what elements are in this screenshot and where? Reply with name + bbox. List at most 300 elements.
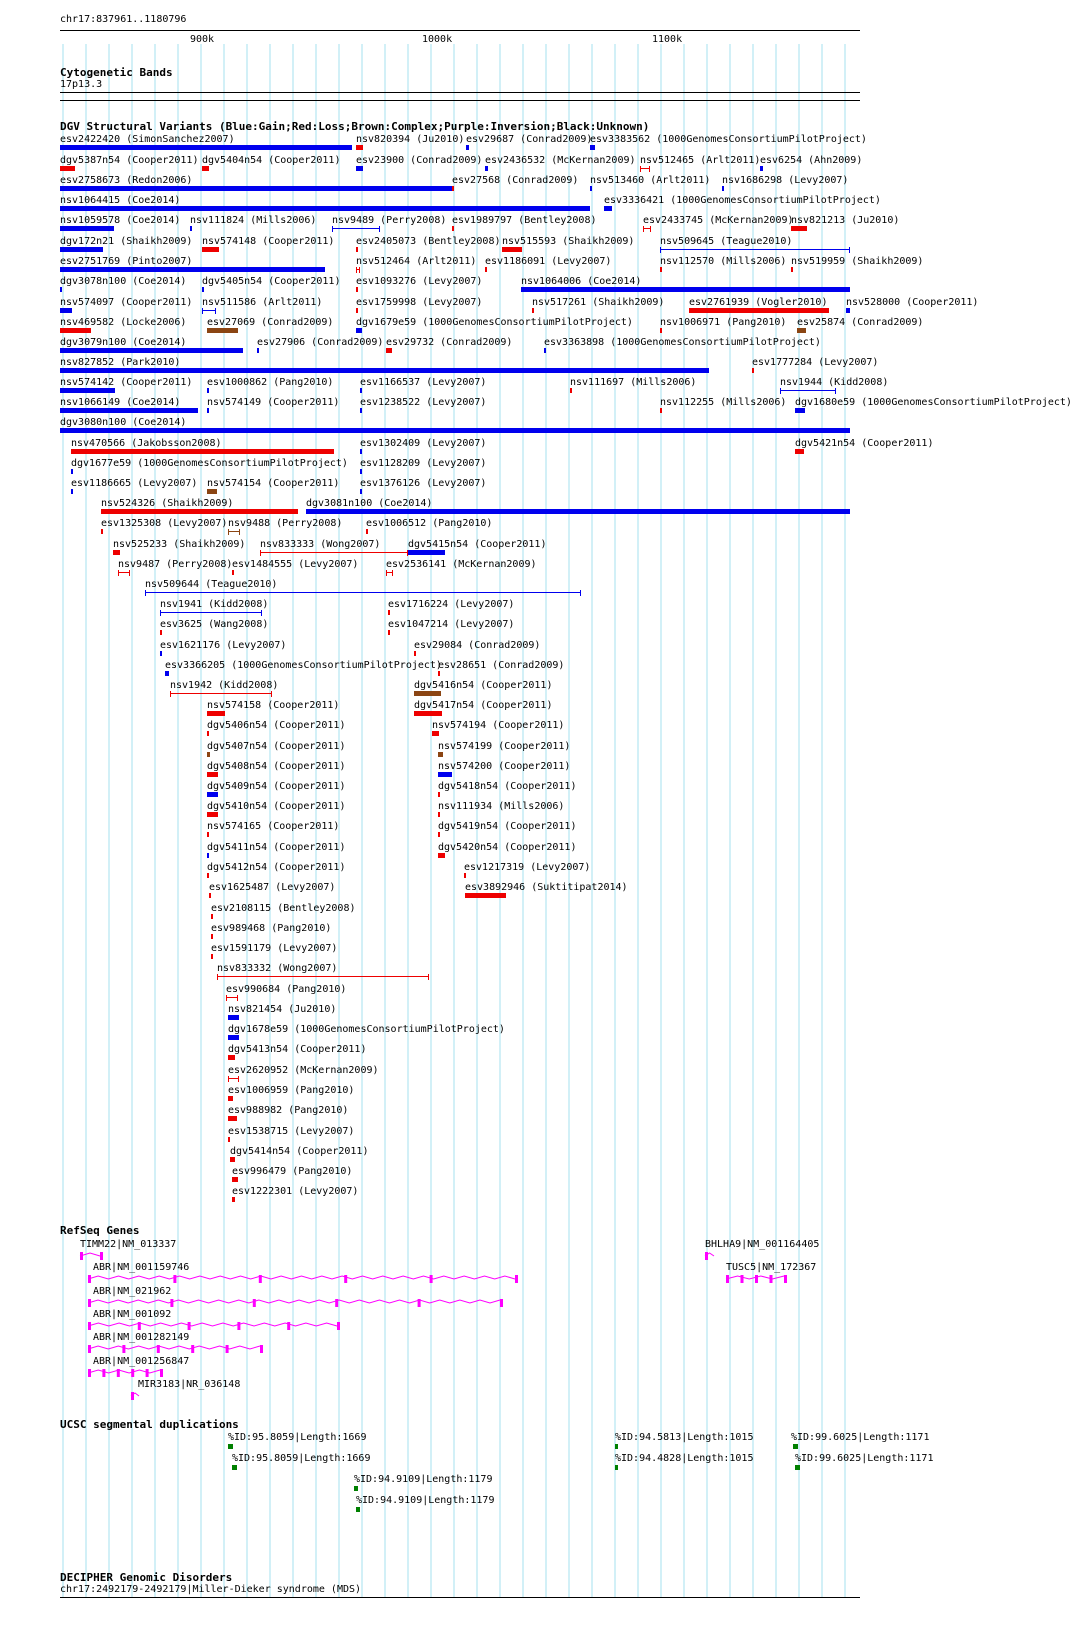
dgv-feature-label[interactable]: esv1238522 (Levy2007): [360, 397, 487, 408]
dgv-feature-glyph[interactable]: [306, 509, 850, 514]
dgv-feature-glyph[interactable]: [207, 328, 238, 333]
dgv-feature-label[interactable]: dgv3079n100 (Coe2014): [60, 337, 187, 348]
dgv-feature-glyph[interactable]: [145, 592, 581, 593]
dgv-feature-label[interactable]: nsv112570 (Mills2006): [660, 256, 787, 267]
dgv-feature-glyph[interactable]: [71, 449, 334, 454]
dgv-feature-label[interactable]: dgv172n21 (Shaikh2009): [60, 236, 193, 247]
dgv-feature-label[interactable]: esv2536141 (McKernan2009): [386, 559, 537, 570]
dgv-feature-glyph[interactable]: [438, 671, 440, 676]
dgv-feature-label[interactable]: nsv574199 (Cooper2011): [438, 741, 571, 752]
dgv-feature-label[interactable]: esv1777284 (Levy2007): [752, 357, 879, 368]
dgv-feature-glyph[interactable]: [414, 651, 416, 656]
dgv-feature-glyph[interactable]: [388, 630, 390, 635]
dgv-feature-label[interactable]: dgv5409n54 (Cooper2011): [207, 781, 346, 792]
dgv-feature-glyph[interactable]: [71, 469, 73, 474]
dgv-feature-label[interactable]: esv2761939 (Vogler2010): [689, 297, 828, 308]
dgv-feature-label[interactable]: nsv112255 (Mills2006): [660, 397, 787, 408]
segdup-label[interactable]: %ID:99.6025|Length:1171: [795, 1453, 934, 1464]
dgv-feature-label[interactable]: nsv574097 (Cooper2011): [60, 297, 193, 308]
dgv-feature-label[interactable]: esv3336421 (1000GenomesConsortiumPilotProject): [604, 195, 881, 206]
dgv-feature-label[interactable]: esv1186091 (Levy2007): [485, 256, 612, 267]
dgv-feature-glyph[interactable]: [118, 572, 130, 573]
dgv-feature-label[interactable]: nsv1064415 (Coe2014): [60, 195, 181, 206]
dgv-feature-glyph[interactable]: [60, 428, 850, 433]
dgv-feature-label[interactable]: dgv5420n54 (Cooper2011): [438, 842, 577, 853]
dgv-feature-glyph[interactable]: [452, 226, 454, 231]
dgv-feature-label[interactable]: nsv574142 (Cooper2011): [60, 377, 193, 388]
dgv-feature-label[interactable]: esv29732 (Conrad2009): [386, 337, 513, 348]
dgv-feature-label[interactable]: esv1000862 (Pang2010): [207, 377, 334, 388]
dgv-feature-glyph[interactable]: [643, 228, 651, 229]
dgv-feature-glyph[interactable]: [464, 873, 466, 878]
dgv-feature-glyph[interactable]: [722, 186, 724, 191]
dgv-feature-label[interactable]: esv2436532 (McKernan2009): [485, 155, 636, 166]
dgv-feature-glyph[interactable]: [432, 731, 439, 736]
dgv-feature-label[interactable]: esv3892946 (Suktitipat2014): [465, 882, 628, 893]
dgv-feature-glyph[interactable]: [207, 731, 209, 736]
dgv-feature-glyph[interactable]: [60, 206, 590, 211]
dgv-feature-glyph[interactable]: [228, 1096, 233, 1101]
dgv-feature-glyph[interactable]: [356, 308, 358, 313]
segdup-label[interactable]: %ID:94.9109|Length:1179: [356, 1495, 495, 1506]
dgv-feature-label[interactable]: esv1989797 (Bentley2008): [452, 215, 597, 226]
dgv-feature-label[interactable]: nsv1686298 (Levy2007): [722, 175, 849, 186]
dgv-feature-label[interactable]: dgv5419n54 (Cooper2011): [438, 821, 577, 832]
dgv-feature-glyph[interactable]: [207, 853, 209, 858]
dgv-feature-glyph[interactable]: [232, 1197, 235, 1202]
dgv-feature-glyph[interactable]: [438, 752, 443, 757]
dgv-feature-glyph[interactable]: [60, 145, 352, 150]
segdup-glyph[interactable]: [615, 1444, 618, 1449]
dgv-feature-label[interactable]: esv6254 (Ahn2009): [760, 155, 863, 166]
dgv-feature-label[interactable]: nsv524326 (Shaikh2009): [101, 498, 234, 509]
dgv-feature-label[interactable]: nsv574149 (Cooper2011): [207, 397, 340, 408]
dgv-feature-glyph[interactable]: [207, 792, 218, 797]
segdup-glyph[interactable]: [793, 1444, 798, 1449]
dgv-feature-glyph[interactable]: [207, 873, 209, 878]
dgv-feature-label[interactable]: esv2620952 (McKernan2009): [228, 1065, 379, 1076]
dgv-feature-label[interactable]: nsv512464 (Arlt2011): [356, 256, 477, 267]
dgv-feature-glyph[interactable]: [60, 166, 75, 171]
dgv-feature-label[interactable]: esv27568 (Conrad2009): [452, 175, 579, 186]
dgv-feature-glyph[interactable]: [60, 186, 452, 191]
dgv-feature-glyph[interactable]: [791, 226, 807, 231]
dgv-feature-glyph[interactable]: [207, 408, 209, 413]
dgv-feature-label[interactable]: esv27069 (Conrad2009): [207, 317, 334, 328]
dgv-feature-label[interactable]: dgv5421n54 (Cooper2011): [795, 438, 934, 449]
dgv-feature-label[interactable]: esv1302409 (Levy2007): [360, 438, 487, 449]
gene-label[interactable]: ABR|NM_001282149: [93, 1332, 190, 1343]
gene-label[interactable]: BHLHA9|NM_001164405: [705, 1239, 820, 1250]
dgv-feature-label[interactable]: nsv574154 (Cooper2011): [207, 478, 340, 489]
dgv-feature-label[interactable]: nsv509644 (Teague2010): [145, 579, 278, 590]
dgv-feature-label[interactable]: nsv1064006 (Coe2014): [521, 276, 642, 287]
dgv-feature-label[interactable]: nsv111697 (Mills2006): [570, 377, 697, 388]
dgv-feature-label[interactable]: esv1716224 (Levy2007): [388, 599, 515, 610]
dgv-feature-glyph[interactable]: [257, 348, 259, 353]
dgv-feature-glyph[interactable]: [207, 388, 209, 393]
gene-model[interactable]: [88, 1343, 264, 1355]
dgv-feature-glyph[interactable]: [408, 550, 445, 555]
dgv-feature-label[interactable]: dgv1678e59 (1000GenomesConsortiumPilotProject): [228, 1024, 505, 1035]
dgv-feature-glyph[interactable]: [190, 226, 192, 231]
dgv-feature-glyph[interactable]: [160, 651, 162, 656]
refseq-track-title[interactable]: RefSeq Genes: [60, 1224, 140, 1237]
dgv-feature-glyph[interactable]: [165, 671, 169, 676]
dgv-feature-glyph[interactable]: [202, 166, 209, 171]
dgv-feature-label[interactable]: nsv525233 (Shaikh2009): [113, 539, 246, 550]
dgv-feature-label[interactable]: esv988982 (Pang2010): [228, 1105, 349, 1116]
dgv-feature-label[interactable]: esv3383562 (1000GenomesConsortiumPilotProject): [590, 134, 867, 145]
dgv-feature-glyph[interactable]: [232, 570, 234, 575]
dgv-feature-label[interactable]: esv1625487 (Levy2007): [209, 882, 336, 893]
dgv-feature-glyph[interactable]: [386, 348, 392, 353]
dgv-feature-label[interactable]: esv23900 (Conrad2009): [356, 155, 483, 166]
dgv-feature-label[interactable]: dgv5411n54 (Cooper2011): [207, 842, 346, 853]
dgv-feature-glyph[interactable]: [590, 145, 595, 150]
dgv-feature-glyph[interactable]: [160, 630, 162, 635]
dgv-feature-glyph[interactable]: [207, 832, 209, 837]
dgv-feature-glyph[interactable]: [356, 287, 358, 292]
dgv-feature-label[interactable]: esv3625 (Wang2008): [160, 619, 269, 630]
dgv-feature-glyph[interactable]: [60, 348, 243, 353]
dgv-feature-label[interactable]: nsv574200 (Cooper2011): [438, 761, 571, 772]
dgv-feature-glyph[interactable]: [356, 328, 362, 333]
cytoband-track-title[interactable]: Cytogenetic Bands: [60, 66, 173, 79]
dgv-feature-label[interactable]: nsv111824 (Mills2006): [190, 215, 317, 226]
gene-model[interactable]: [88, 1320, 341, 1332]
dgv-feature-glyph[interactable]: [414, 711, 442, 716]
gene-model[interactable]: [705, 1250, 718, 1262]
dgv-feature-label[interactable]: dgv5414n54 (Cooper2011): [230, 1146, 369, 1157]
dgv-feature-glyph[interactable]: [230, 1157, 235, 1162]
dgv-feature-label[interactable]: nsv820394 (Ju2010): [356, 134, 465, 145]
segdup-glyph[interactable]: [228, 1444, 233, 1449]
dgv-feature-label[interactable]: esv28651 (Conrad2009): [438, 660, 565, 671]
dgv-feature-label[interactable]: nsv1941 (Kidd2008): [160, 599, 269, 610]
gene-label[interactable]: ABR|NM_001092: [93, 1309, 172, 1320]
dgv-feature-glyph[interactable]: [438, 792, 440, 797]
dgv-feature-glyph[interactable]: [760, 166, 763, 171]
gene-model[interactable]: [80, 1250, 104, 1262]
dgv-feature-glyph[interactable]: [360, 388, 362, 393]
dgv-feature-glyph[interactable]: [660, 267, 662, 272]
segdup-track-title[interactable]: UCSC segmental duplications: [60, 1418, 239, 1431]
dgv-feature-label[interactable]: nsv509645 (Teague2010): [660, 236, 793, 247]
dgv-feature-glyph[interactable]: [202, 247, 219, 252]
dgv-feature-glyph[interactable]: [228, 1116, 237, 1121]
gene-model[interactable]: [88, 1297, 504, 1309]
dgv-feature-glyph[interactable]: [570, 388, 572, 393]
dgv-feature-glyph[interactable]: [228, 1137, 230, 1142]
dgv-feature-glyph[interactable]: [366, 529, 368, 534]
dgv-feature-label[interactable]: nsv513460 (Arlt2011): [590, 175, 711, 186]
dgv-feature-label[interactable]: nsv833332 (Wong2007): [217, 963, 338, 974]
segdup-label[interactable]: %ID:94.4828|Length:1015: [615, 1453, 754, 1464]
dgv-feature-label[interactable]: nsv574158 (Cooper2011): [207, 700, 340, 711]
dgv-feature-label[interactable]: esv1093276 (Levy2007): [356, 276, 483, 287]
dgv-feature-glyph[interactable]: [228, 1078, 239, 1079]
dgv-feature-glyph[interactable]: [60, 308, 72, 313]
dgv-feature-label[interactable]: nsv111934 (Mills2006): [438, 801, 565, 812]
dgv-feature-label[interactable]: nsv9487 (Perry2008): [118, 559, 233, 570]
dgv-feature-glyph[interactable]: [356, 269, 360, 270]
dgv-feature-label[interactable]: esv1006512 (Pang2010): [366, 518, 493, 529]
dgv-feature-glyph[interactable]: [360, 469, 362, 474]
dgv-feature-glyph[interactable]: [660, 328, 662, 333]
dgv-feature-label[interactable]: esv2751769 (Pinto2007): [60, 256, 193, 267]
dgv-feature-glyph[interactable]: [170, 693, 272, 694]
dgv-feature-label[interactable]: esv1325308 (Levy2007): [101, 518, 228, 529]
dgv-feature-glyph[interactable]: [640, 168, 650, 169]
dgv-feature-label[interactable]: nsv511586 (Arlt2011): [202, 297, 323, 308]
gene-label[interactable]: MIR3183|NR_036148: [138, 1379, 241, 1390]
dgv-feature-glyph[interactable]: [466, 145, 469, 150]
dgv-feature-glyph[interactable]: [356, 145, 363, 150]
dgv-feature-glyph[interactable]: [660, 249, 850, 250]
dgv-feature-glyph[interactable]: [388, 610, 390, 615]
dgv-feature-glyph[interactable]: [485, 166, 488, 171]
segdup-label[interactable]: %ID:99.6025|Length:1171: [791, 1432, 930, 1443]
dgv-feature-end-tick: [379, 226, 380, 232]
segdup-label[interactable]: %ID:95.8059|Length:1669: [228, 1432, 367, 1443]
gene-model[interactable]: [726, 1273, 788, 1285]
dgv-feature-label[interactable]: esv1128209 (Levy2007): [360, 458, 487, 469]
dgv-feature-label[interactable]: esv1759998 (Levy2007): [356, 297, 483, 308]
dgv-feature-glyph[interactable]: [207, 711, 225, 716]
dgv-feature-glyph[interactable]: [60, 328, 91, 333]
dgv-feature-glyph[interactable]: [360, 449, 362, 454]
gene-label[interactable]: ABR|NM_001159746: [93, 1262, 190, 1273]
segdup-label[interactable]: %ID:94.5813|Length:1015: [615, 1432, 754, 1443]
dgv-feature-label[interactable]: esv1166537 (Levy2007): [360, 377, 487, 388]
dgv-feature-glyph[interactable]: [60, 267, 325, 272]
dgv-feature-glyph[interactable]: [60, 287, 62, 292]
dgv-feature-glyph[interactable]: [689, 308, 829, 313]
dgv-feature-label[interactable]: nsv1059578 (Coe2014): [60, 215, 181, 226]
dgv-feature-glyph[interactable]: [228, 1035, 239, 1040]
dgv-feature-label[interactable]: dgv1679e59 (1000GenomesConsortiumPilotProject): [356, 317, 633, 328]
dgv-feature-label[interactable]: dgv5404n54 (Cooper2011): [202, 155, 341, 166]
dgv-feature-label[interactable]: dgv5407n54 (Cooper2011): [207, 741, 346, 752]
dgv-feature-label[interactable]: dgv5406n54 (Cooper2011): [207, 720, 346, 731]
dgv-feature-label[interactable]: esv989468 (Pang2010): [211, 923, 332, 934]
gene-label[interactable]: TUSC5|NM_172367: [726, 1262, 817, 1273]
dgv-feature-label[interactable]: esv29084 (Conrad2009): [414, 640, 541, 651]
dgv-feature-label[interactable]: nsv1942 (Kidd2008): [170, 680, 279, 691]
dgv-feature-glyph[interactable]: [604, 206, 612, 211]
segdup-glyph[interactable]: [795, 1465, 800, 1470]
dgv-feature-glyph[interactable]: [202, 287, 204, 292]
dgv-feature-glyph[interactable]: [228, 1055, 235, 1060]
dgv-feature-glyph[interactable]: [217, 976, 429, 977]
segdup-glyph[interactable]: [615, 1465, 618, 1470]
dgv-feature-label[interactable]: dgv3080n100 (Coe2014): [60, 417, 187, 428]
dgv-feature-label[interactable]: dgv3081n100 (Coe2014): [306, 498, 433, 509]
dgv-feature-glyph[interactable]: [485, 267, 487, 272]
dgv-feature-glyph[interactable]: [60, 226, 114, 231]
dgv-feature-glyph[interactable]: [60, 388, 115, 393]
dgv-feature-glyph[interactable]: [502, 247, 522, 252]
dgv-feature-label[interactable]: dgv5412n54 (Cooper2011): [207, 862, 346, 873]
gene-model[interactable]: [131, 1390, 143, 1402]
dgv-feature-label[interactable]: nsv9488 (Perry2008): [228, 518, 343, 529]
dgv-feature-label[interactable]: esv29687 (Conrad2009): [466, 134, 593, 145]
gene-label[interactable]: ABR|NM_021962: [93, 1286, 172, 1297]
dgv-feature-glyph[interactable]: [207, 489, 217, 494]
dgv-feature-label[interactable]: nsv515593 (Shaikh2009): [502, 236, 635, 247]
dgv-feature-label[interactable]: nsv9489 (Perry2008): [332, 215, 447, 226]
dgv-feature-glyph[interactable]: [438, 812, 440, 817]
dgv-feature-label[interactable]: dgv3078n100 (Coe2014): [60, 276, 187, 287]
gene-model[interactable]: [88, 1273, 519, 1285]
dgv-feature-label[interactable]: nsv512465 (Arlt2011): [640, 155, 761, 166]
dgv-feature-glyph[interactable]: [752, 368, 754, 373]
dgv-feature-label[interactable]: nsv528000 (Cooper2011): [846, 297, 979, 308]
dgv-feature-label[interactable]: esv1222301 (Levy2007): [232, 1186, 359, 1197]
segdup-glyph[interactable]: [354, 1486, 358, 1491]
dgv-feature-label[interactable]: esv1591179 (Levy2007): [211, 943, 338, 954]
dgv-feature-label[interactable]: esv1621176 (Levy2007): [160, 640, 287, 651]
dgv-feature-label[interactable]: nsv821454 (Ju2010): [228, 1004, 337, 1015]
dgv-feature-label[interactable]: esv1047214 (Levy2007): [388, 619, 515, 630]
dgv-feature-glyph[interactable]: [71, 489, 73, 494]
dgv-feature-label[interactable]: dgv5408n54 (Cooper2011): [207, 761, 346, 772]
dgv-feature-label[interactable]: esv996479 (Pang2010): [232, 1166, 353, 1177]
dgv-feature-glyph[interactable]: [228, 1015, 239, 1020]
decipher-track-title[interactable]: DECIPHER Genomic Disorders: [60, 1571, 233, 1584]
gene-label[interactable]: TIMM22|NM_013337: [80, 1239, 177, 1250]
dgv-feature-label[interactable]: nsv1006971 (Pang2010): [660, 317, 787, 328]
dgv-feature-glyph[interactable]: [660, 408, 662, 413]
dgv-track-title[interactable]: DGV Structural Variants (Blue:Gain;Red:Loss;Brown:Complex;Purple:Inversion;Black:Unknown): [60, 120, 650, 133]
dgv-feature-label[interactable]: esv990684 (Pang2010): [226, 984, 347, 995]
dgv-feature-label[interactable]: dgv5417n54 (Cooper2011): [414, 700, 553, 711]
dgv-feature-glyph[interactable]: [211, 914, 213, 919]
dgv-feature-label[interactable]: dgv5410n54 (Cooper2011): [207, 801, 346, 812]
dgv-feature-glyph[interactable]: [60, 408, 198, 413]
dgv-feature-label[interactable]: nsv827852 (Park2010): [60, 357, 181, 368]
segdup-glyph[interactable]: [356, 1507, 360, 1512]
dgv-feature-label[interactable]: nsv470566 (Jakobsson2008): [71, 438, 222, 449]
segdup-label[interactable]: %ID:94.9109|Length:1179: [354, 1474, 493, 1485]
dgv-feature-glyph[interactable]: [795, 449, 804, 454]
dgv-feature-glyph[interactable]: [207, 772, 218, 777]
dgv-feature-glyph[interactable]: [465, 893, 506, 898]
dgv-feature-glyph[interactable]: [211, 934, 213, 939]
dgv-feature-label[interactable]: nsv574165 (Cooper2011): [207, 821, 340, 832]
dgv-feature-label[interactable]: esv3366205 (1000GenomesConsortiumPilotProject): [165, 660, 442, 671]
dgv-feature-glyph[interactable]: [226, 997, 238, 998]
dgv-feature-label[interactable]: esv1538715 (Levy2007): [228, 1126, 355, 1137]
dgv-feature-label[interactable]: esv2422420 (SimonSanchez2007): [60, 134, 235, 145]
dgv-feature-glyph[interactable]: [590, 186, 592, 191]
dgv-feature-label[interactable]: nsv833333 (Wong2007): [260, 539, 381, 550]
dgv-feature-label[interactable]: nsv1066149 (Coe2014): [60, 397, 181, 408]
dgv-feature-glyph[interactable]: [438, 853, 445, 858]
dgv-feature-glyph[interactable]: [101, 509, 298, 514]
dgv-feature-glyph[interactable]: [452, 186, 454, 191]
dgv-feature-glyph[interactable]: [207, 752, 210, 757]
dgv-feature-label[interactable]: esv27906 (Conrad2009): [257, 337, 384, 348]
dgv-feature-label[interactable]: nsv574194 (Cooper2011): [432, 720, 565, 731]
dgv-feature-label[interactable]: esv1484555 (Levy2007): [232, 559, 359, 570]
segdup-label[interactable]: %ID:95.8059|Length:1669: [232, 1453, 371, 1464]
dgv-feature-label[interactable]: esv1376126 (Levy2007): [360, 478, 487, 489]
dgv-feature-label[interactable]: esv1006959 (Pang2010): [228, 1085, 355, 1096]
dgv-feature-glyph[interactable]: [360, 489, 362, 494]
dgv-feature-glyph[interactable]: [438, 832, 440, 837]
dgv-feature-label[interactable]: nsv821213 (Ju2010): [791, 215, 900, 226]
dgv-feature-label[interactable]: esv2108115 (Bentley2008): [211, 903, 356, 914]
dgv-feature-glyph[interactable]: [207, 812, 218, 817]
dgv-feature-glyph[interactable]: [791, 267, 793, 272]
dgv-feature-glyph[interactable]: [332, 228, 380, 229]
dgv-feature-label[interactable]: dgv5418n54 (Cooper2011): [438, 781, 577, 792]
dgv-feature-label[interactable]: dgv5405n54 (Cooper2011): [202, 276, 341, 287]
decipher-item-label[interactable]: chr17:2492179-2492179|Miller-Dieker syndrome (MDS): [60, 1584, 362, 1595]
gene-label[interactable]: ABR|NM_001256847: [93, 1356, 190, 1367]
dgv-feature-label[interactable]: nsv469582 (Locke2006): [60, 317, 187, 328]
dgv-feature-glyph[interactable]: [521, 287, 850, 292]
dgv-feature-label[interactable]: dgv1677e59 (1000GenomesConsortiumPilotProject): [71, 458, 348, 469]
dgv-feature-label[interactable]: nsv574148 (Cooper2011): [202, 236, 335, 247]
dgv-feature-label[interactable]: dgv5413n54 (Cooper2011): [228, 1044, 367, 1055]
dgv-feature-glyph[interactable]: [60, 247, 103, 252]
dgv-feature-label[interactable]: nsv517261 (Shaikh2009): [532, 297, 665, 308]
dgv-feature-glyph[interactable]: [797, 328, 806, 333]
dgv-feature-glyph[interactable]: [532, 308, 534, 313]
dgv-feature-glyph[interactable]: [438, 772, 452, 777]
gene-model[interactable]: [88, 1367, 164, 1379]
dgv-feature-glyph[interactable]: [211, 954, 213, 959]
dgv-feature-label[interactable]: esv2758673 (Redon2006): [60, 175, 193, 186]
dgv-feature-label[interactable]: dgv5416n54 (Cooper2011): [414, 680, 553, 691]
dgv-feature-label[interactable]: nsv1944 (Kidd2008): [780, 377, 889, 388]
dgv-feature-glyph[interactable]: [60, 368, 709, 373]
dgv-feature-label[interactable]: esv3363898 (1000GenomesConsortiumPilotProject): [544, 337, 821, 348]
dgv-feature-glyph[interactable]: [386, 572, 393, 573]
dgv-feature-glyph[interactable]: [202, 310, 216, 311]
dgv-feature-label[interactable]: esv1186665 (Levy2007): [71, 478, 198, 489]
dgv-feature-glyph[interactable]: [356, 166, 363, 171]
dgv-feature-glyph[interactable]: [101, 529, 103, 534]
dgv-feature-label[interactable]: esv2433745 (McKernan2009): [643, 215, 794, 226]
dgv-feature-glyph[interactable]: [544, 348, 546, 353]
dgv-feature-label[interactable]: esv2405073 (Bentley2008): [356, 236, 501, 247]
dgv-feature-end-tick: [260, 550, 261, 556]
dgv-feature-label[interactable]: esv25874 (Conrad2009): [797, 317, 924, 328]
dgv-feature-glyph[interactable]: [209, 893, 211, 898]
dgv-feature-glyph[interactable]: [780, 390, 836, 391]
dgv-feature-label[interactable]: nsv519959 (Shaikh2009): [791, 256, 924, 267]
dgv-feature-glyph[interactable]: [846, 308, 850, 313]
dgv-feature-glyph[interactable]: [360, 408, 362, 413]
dgv-feature-glyph[interactable]: [260, 552, 408, 553]
dgv-feature-glyph[interactable]: [414, 691, 441, 696]
dgv-feature-glyph[interactable]: [228, 531, 240, 532]
dgv-feature-label[interactable]: esv1217319 (Levy2007): [464, 862, 591, 873]
dgv-feature-glyph[interactable]: [232, 1177, 238, 1182]
segdup-glyph[interactable]: [232, 1465, 237, 1470]
dgv-feature-label[interactable]: dgv1680e59 (1000GenomesConsortiumPilotProject): [795, 397, 1072, 408]
dgv-feature-label[interactable]: dgv5415n54 (Cooper2011): [408, 539, 547, 550]
dgv-feature-glyph[interactable]: [113, 550, 120, 555]
dgv-feature-label[interactable]: dgv5387n54 (Cooper2011): [60, 155, 199, 166]
dgv-feature-glyph[interactable]: [356, 247, 358, 252]
dgv-feature-glyph[interactable]: [160, 612, 262, 613]
dgv-feature-glyph[interactable]: [795, 408, 805, 413]
